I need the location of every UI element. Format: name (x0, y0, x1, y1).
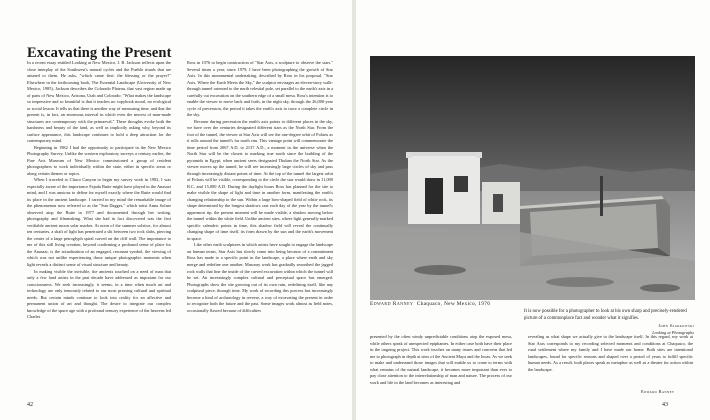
paragraph: In a recent essay entitled Looking at New Mexico, J. B. Jackson reflects upon the close interplay of the Southwest's natural cycles and the Pueblo rituals that are attuned to them. He asks, "which came first: the blessing or the prayer?" Elsewhere in the forthcoming book, The Essential Landscape (University of New Mexico, 1985), Jackson describes the Colorado Plateau, that vast region made up of parts of New Mexico, Arizona, Utah and Colorado: "What makes the landscape so impressive and so beautiful is that it teaches no copybook moral, no ecological or social lesson. It tells us that there is another way of measuring time, and that the present is, in fact, an enormous interval in which even the newest of man-made structures are contemporary with the primaeval." These thoughts evoke both the harshness and beauty of the land, as well as implicitly asking why, beyond its surface appearance, this landscape continues to hold a deep attraction for the contemporary mind. (27, 60, 171, 144)
quote-text: It is now possible for a photographer to look at his own sharp and precisely-rendered picture of a commonplace fact and wonder what it signifies. (524, 309, 687, 322)
photo-image (370, 56, 695, 300)
text-column-4 (528, 334, 693, 388)
epigraph-quote (524, 308, 694, 336)
page-number-left: 42 (27, 402, 33, 408)
paragraph: Ross in 1976 to begin construction of "Star Axis, a sculpture to observe the stars." Several times a year, since 1979, I have been photographing the growth of Star Axis. In this monumental undertaking, described by Ross in his proposal, "Star Axis, Where the Earth Meets the Sky," the sculptor envisages an eleven-story walk-through tunnel oriented to the north celestial pole, set parallel to the earth's axis in a carefully cut excavation on the southern edge of a small mesa. Ross's intention is to enable the viewer to move back and forth, in the night sky, through the 26,000-year cycle of precession, the period it takes the earth's axis to trace a complete circle in the sky. (187, 60, 333, 118)
page-number-right: 43 (662, 402, 668, 408)
photo-location: Chaquaco, New Mexico, 1976 (416, 301, 491, 307)
text-column-3 (370, 334, 512, 404)
photographer-name: Edward Ranney (370, 301, 414, 307)
paragraph: Because during precession the earth's axis points to different places in the sky, we have over the centuries designated different stars as the North Star. From the foot of the tunnel, the viewer at Star Axis will see the one-degree orbit of Polaris as it rolls around the tunnel's far north rim. This vantage point will commemorate the time period from 2067 A.D. to 2137 A.D., a moment in the universe when the North Star will be the closest to marking true north since the building of the pyramids in Egypt, when ancient seers designated Thuban the North Star. As the viewer moves up the tunnel, he will see increasingly large circles of sky and pass through increasingly distant points of time. At the top of the tunnel the largest orbit of Polaris will be visible, corresponding to the circle the star would draw in 11,000 B.C. and 15,000 A.D. During the daylight hours Ross has planned for the site to make visible the shape of light and time in another form, manifesting the earth's changing relationship to the sun. Within a large bow-shaped field of white rock, its shape determined by the longest shadows cast each day of the year by the tunnel's uppermost tip, the present moment will be made visible, a shadow moving below the tunnel within the white field. Unlike ancient sites, where light generally marked specific calendric points in time, this shadow field will reveal the continually changing shape of time itself, its form drawn by the sun and the earth's movement in space. (187, 118, 333, 241)
paragraph: When I traveled to Chaco Canyon to begin my survey work in 1982, I was especially aware of the importance Fajada Butte might have played in the Anasazi mind, and I was anxious to define for myself exactly where the Butte would find its place in the ancient landscape. I carried in my mind the remarkable image of the phenomenon now referred to as the "Sun Dagger," which artist Anna Sofaer observed atop the Butte in 1977 and documented through her writing, photography and filmmaking. What she had in fact discovered was the first verifiable ancient moon solar marker. At noon of the summer solstice, for almost ten centuries, a shaft of light has penetrated a slit between two rock slabs, piercing the center of a large petroglyph spiral carved on the cliff wall. The importance to me of this still living creation, beyond confirming a profound sense of place for the Anasazi, is the actualization of an engaged, resonant symbol, the viewing of which was not unlike experiencing those unique photographic moments when light reveals a distinct sense of visual structure and beauty. (27, 177, 171, 267)
paragraph: In making visible the invisible, the ancients touched on a need of man that only a few land artists in the past decade have addressed as important for our consciousness. We seek increasingly, it seems, in a time when much art and technology are only tenuously related to our most pressing cultural and spiritual needs. But certain minds continue to look into reality for an affective and permanent union of art and thought. The desire to integrate our complex knowledge of the space age with a profound sensory experience of the heavens led Charles (27, 268, 171, 320)
text-column-2 (187, 60, 333, 402)
quote-author: John Szarkowski (658, 323, 694, 329)
author-signature: Edward Ranney (641, 389, 675, 394)
right-page (356, 0, 710, 420)
landscape-photo (370, 56, 695, 300)
paragraph: Beginning in 1982 I had the opportunity to participate in the New Mexico Photography Survey. Unlike the western exploratory surveys a century earlier, the Fine Arts Museum of New Mexico commissioned a group of resident photographers to work individually within the state, either in specific areas or along certain themes or topics. (27, 144, 171, 176)
quote-source: Looking at Photographs (652, 329, 694, 335)
paragraph: Like other earth sculptures in which artists have sought to engage the landscape on human terms, Star Axis has slowly come into being because of a commitment Ross has made to a specific point in the landscape, a place where earth and sky merge and redefine one another. Masonry work has gradually smoothed the jagged rock walls that line the inside of the carved excavation within which the tunnel will be set. An increasingly complex cultural and perceptual space has emerged. Photographs show the site growing out of its own ruin, redefining itself, like any sculptural piece, through time. My work of recording this process has increasingly become a kind of archaeology in reverse, a way of excavating the present in order to recognize both the future and the past. Some images work almost as field notes, occasionally flawed because of difficulties (187, 242, 333, 313)
article-title: Excavating the Present (27, 45, 172, 61)
photo-caption (370, 301, 490, 307)
text-column-1 (27, 60, 171, 402)
paragraph: revealing as what shape we actually give to the landscape itself. In this regard, my work at Star Axis corresponds to my recording selected moments and conditions at Chaquaco, the rural settlement where my family and I have made our home. Both sites are intentional landscapes, found for specific reasons and shaped over a period of years to fulfill specific human needs. As a result, both places speak as metaphor as well as a theater for action within the landscape. (528, 334, 693, 372)
paragraph: presented by the often windy unpredictable conditions atop the exposed mesa, while others speak of unexpected epiphanies. In either case both have their place in the ongoing project. This work touches on many issues and concerns that led me to photograph in depth at sites of the Ancient Maya and the Incas. As we seek to make and understand those images that will enable us to come to terms with what remains of the natural landscape, it becomes more important than ever to pay close attention to the interrelationship of man and nature. The process of our work and life in the land becomes as interesting and (370, 334, 512, 385)
left-page (0, 0, 352, 420)
